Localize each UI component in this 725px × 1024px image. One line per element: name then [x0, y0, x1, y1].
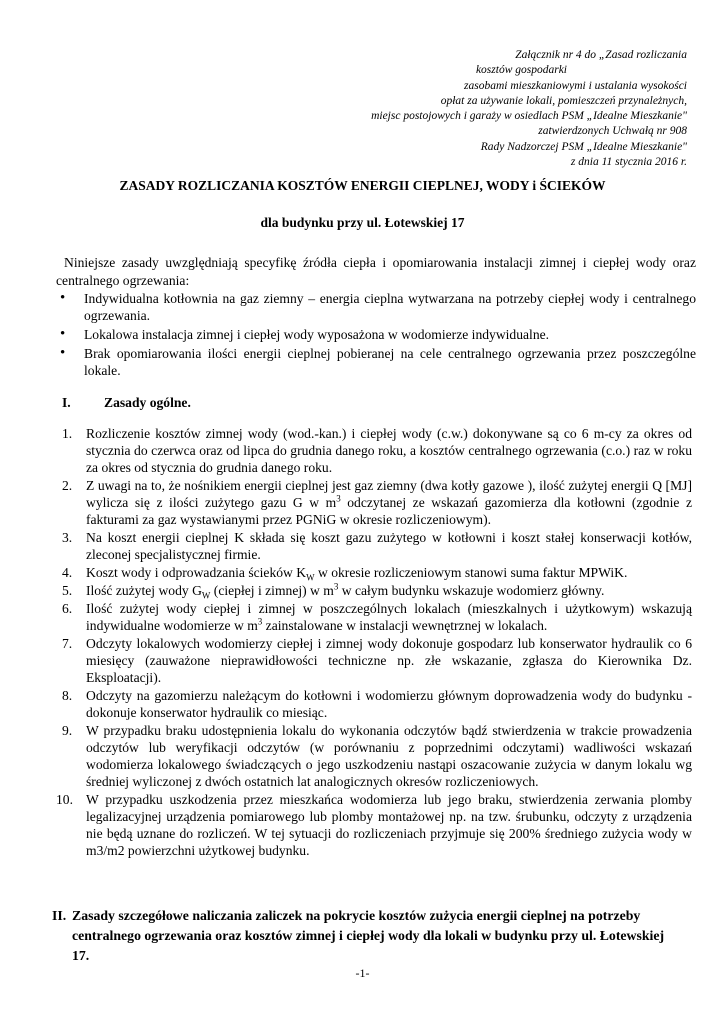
- item-text: w okresie rozliczeniowym stanowi suma faktur MPWiK.: [314, 565, 628, 580]
- subscript: W: [201, 590, 211, 601]
- item-number: 1.: [62, 426, 73, 441]
- item-text: odczytanej ze wskazań gazomierza dla kotłowni (zgodnie z fakturami za gaz wystawianymi przez PGNiG w okresie rozliczeniowym).: [86, 495, 692, 527]
- item-number: 2.: [62, 478, 73, 493]
- section-number: I.: [62, 395, 71, 410]
- list-item: [62, 564, 692, 581]
- header-line: Załącznik nr 4 do „Zasad rozliczania: [515, 49, 687, 61]
- item-number: 5.: [62, 583, 73, 598]
- header-line: z dnia 11 stycznia 2016 r.: [570, 156, 687, 169]
- item-text: Na koszt energii cieplnej K składa się koszt gazu zużytego w kotłowni i koszt stałej konserwacji kotłów, zleconej specjalistycznej firmie.: [86, 530, 692, 562]
- item-text: Koszt wody i odprowadzania ścieków K: [86, 565, 307, 580]
- header-line: opłat za używanie lokali, pomieszczeń przynależnych,: [440, 94, 687, 107]
- list-item: [62, 635, 692, 686]
- section-title: Zasady ogólne.: [104, 395, 191, 410]
- header-line: Rady Nadzorczej PSM „Idealne Mieszkanie": [480, 140, 687, 153]
- item-number: 8.: [62, 688, 73, 703]
- item-text: Ilość zużytej wody G: [86, 583, 202, 598]
- superscript: 3: [336, 493, 341, 504]
- list-item: [62, 722, 692, 790]
- item-text: Odczyty lokalowych wodomierzy ciepłej i zimnej wody dokonuje gospodarz lub konserwator hydraulik co 6 miesięcy (zauważone nieprawidłowości techniczne np. złe wskazanie, zgłasza do Kierownika Dz. Eksploatacji).: [86, 636, 692, 685]
- intro-paragraph: [56, 254, 696, 290]
- list-item: [56, 791, 692, 859]
- item-text: Odczyty na gazomierzu należącym do kotłowni i wodomierzu głównym doprowadzenia wody do budynku - dokonuje konserwator hydraulik co miesiąc.: [86, 688, 692, 720]
- bullet-item: • Lokalowa instalacja zimnej i ciepłej wody wyposażona w wodomierze indywidualne.: [56, 326, 696, 343]
- rules-list: [56, 425, 692, 860]
- intro-text: Niniejsze zasady uwzględniają specyfikę źródła ciepła i opomiarowania instalacji zimnej i ciepłej wody oraz centralnego ogrzewania:: [56, 255, 696, 288]
- item-text: Rozliczenie kosztów zimnej wody (wod.-kan.) i ciepłej wody (c.w.) dokonywane są co 6 m-cy za okres od stycznia do czerwca oraz od lipca do grudnia danego roku, a kosztów centralnego ogrzewania (c.o.) raz w roku za okres od stycznia do grudnia danego roku.: [86, 426, 692, 475]
- item-text: W przypadku braku udostępnienia lokalu do wykonania odczytów bądź stwierdzenia w trakcie prowadzenia odczytów lub weryfikacji odczytów (w porównaniu z poprzednimi odczytami) wadliwości wskazań wodomierza lokalowego świadczących o jego uszkodzeniu nastąpi oszacowanie zużycia w danym lokalu wg średniej wyliczonej z dwóch ostatnich lat analogicznych okresów rozliczeniowych.: [86, 723, 692, 789]
- item-text: Z uwagi na to, że nośnikiem energii cieplnej jest gaz ziemny (dwa kotły gazowe ), ilość zużytej energii Q [MJ] wylicza się z ilości zużytego gazu G w m: [86, 478, 692, 510]
- document-subtitle: dla budynku przy ul. Łotewskiej 17: [260, 215, 465, 230]
- superscript: 3: [257, 616, 263, 627]
- list-item: [62, 687, 692, 721]
- list-item: [62, 582, 692, 599]
- list-item: [62, 477, 692, 528]
- header-line: kosztów gospodarki: [475, 64, 567, 77]
- section-number: II.: [52, 908, 67, 923]
- superscript: 3: [333, 581, 339, 592]
- header-line: miejsc postojowych i garaży w osiedlach PSM „Idealne Mieszkanie": [371, 110, 687, 123]
- header-line: zatwierdzonych Uchwałą nr 908: [538, 125, 687, 138]
- subscript: W: [306, 572, 315, 583]
- item-number: 7.: [62, 636, 73, 651]
- item-text: zainstalowane w instalacji wewnętrznej w lokalach.: [262, 618, 548, 633]
- section-2-heading: [52, 906, 672, 966]
- item-number: 3.: [62, 530, 73, 545]
- item-number: 9.: [62, 723, 73, 738]
- item-text: Ilość zużytej wody ciepłej i zimnej w poszczególnych lokalach (mieszkalnych i użytkowym) wskazują indywidualne wodomierze w m: [86, 601, 692, 633]
- bullet-item: • Brak opomiarowania ilości energii cieplnej pobieranej na cele centralnego ogrzewania przez poszczególne lokale.: [56, 345, 696, 379]
- item-number: 10.: [56, 792, 73, 807]
- list-item: [62, 425, 692, 476]
- bullet-list: [56, 290, 696, 381]
- section-1-heading: [62, 395, 191, 411]
- list-item: [62, 600, 692, 634]
- page-number: -1-: [355, 966, 370, 980]
- attachment-header: [247, 48, 687, 170]
- bullet-item: • Indywidualna kotłownia na gaz ziemny – energia cieplna wytwarzana na potrzeby ciepłej wody i centralnego ogrzewania.: [56, 290, 696, 324]
- header-line: zasobami mieszkaniowymi i ustalania wysokości: [464, 79, 687, 92]
- section-title: Zasady szczegółowe naliczania zaliczek na pokrycie kosztów zużycia energii cieplnej na potrzeby centralnego ogrzewania oraz kosztów zimnej i ciepłej wody dla lokali w budynku przy ul. Łotewskiej 17.: [72, 908, 665, 963]
- item-number: 4.: [62, 565, 73, 580]
- item-text: (ciepłej i zimnej) w m: [210, 583, 334, 598]
- item-text: w całym budynku wskazuje wodomierz główny.: [338, 583, 605, 598]
- item-text: W przypadku uszkodzenia przez mieszkańca wodomierza lub jego braku, stwierdzenia zerwania plomby legalizacyjnej urządzenia pomiarowego lub plomby montażowej np. na tzw. śrubunku, odczyty z urządzenia nie będą uznane do rozliczeń. W tej sytuacji do rozliczeniach przyjmuje się 200% średniego zużycia wody w m3/m2 powierzchni użytkowej budynku.: [86, 792, 692, 858]
- document-title: ZASADY ROZLICZANIA KOSZTÓW ENERGII CIEPLNEJ, WODY i ŚCIEKÓW: [119, 178, 606, 193]
- item-number: 6.: [62, 601, 73, 616]
- list-item: [62, 529, 692, 563]
